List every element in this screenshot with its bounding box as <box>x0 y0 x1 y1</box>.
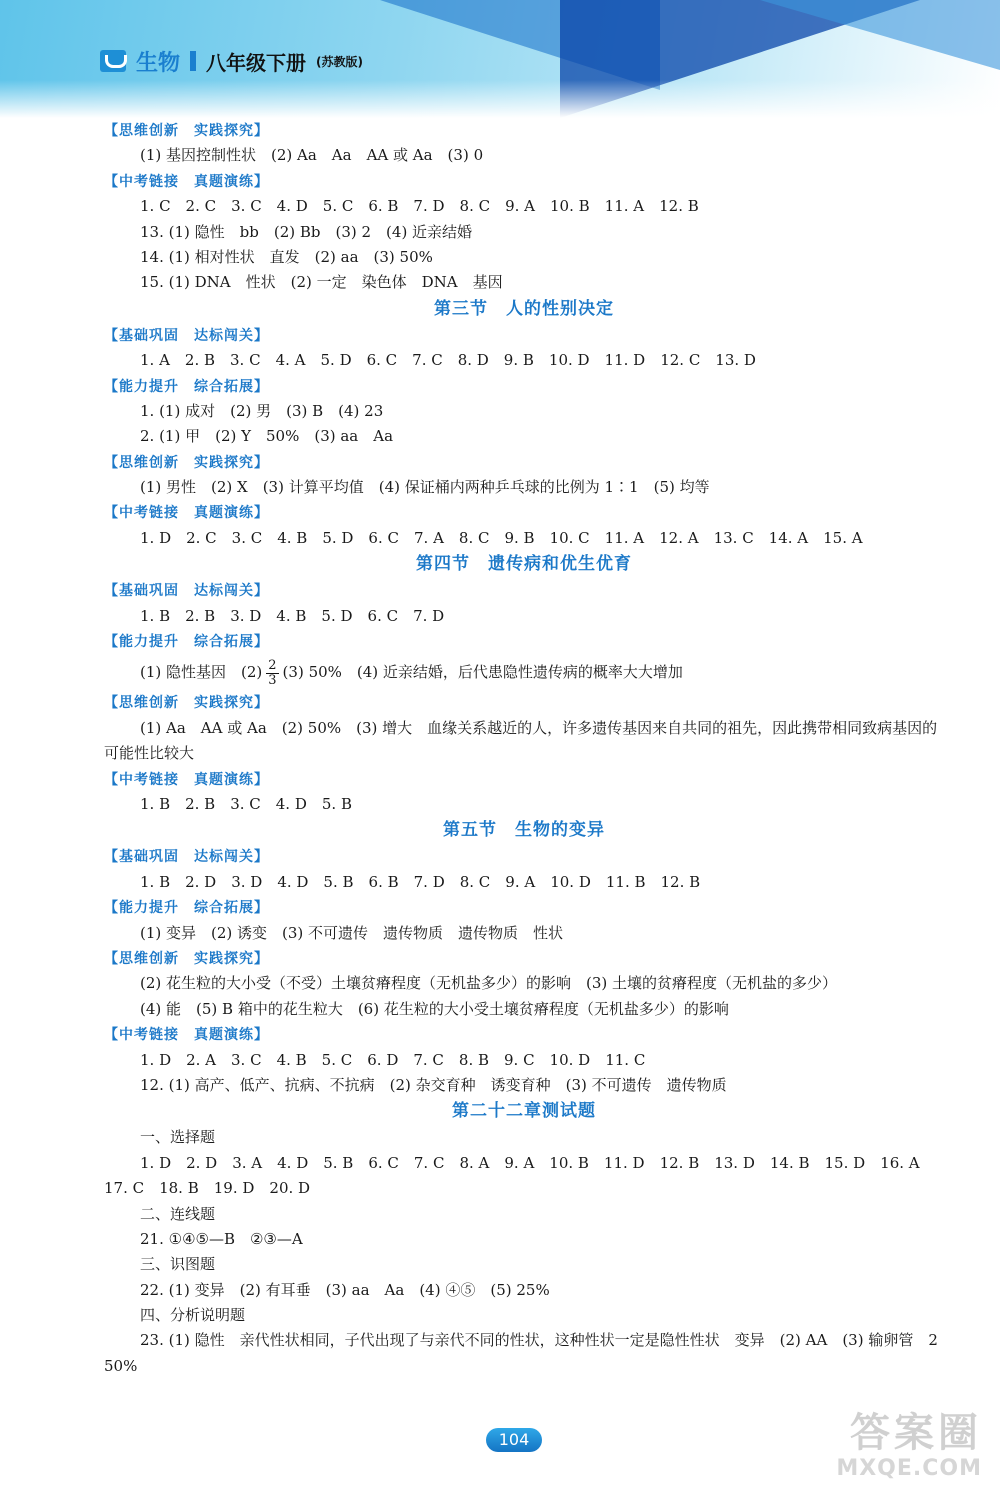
answer-line: 14. (1) 相对性状 直发 (2) aa (3) 50% <box>140 247 433 266</box>
section-tag <box>104 629 944 654</box>
section-tag-label: 【能力提升 综合拓展】 <box>104 634 269 651</box>
section-heading: 第四节 遗传病和优生优育 <box>416 554 632 575</box>
answer-line: 1. C 2. C 3. C 4. D 5. C 6. B 7. D 8. C 9. A 10. B 11. A 12. B <box>140 197 699 216</box>
section-tag <box>104 374 944 399</box>
answer-line: 四、分析说明题 <box>140 1306 246 1325</box>
fraction <box>266 659 278 688</box>
title-separator <box>190 51 196 71</box>
answer-line: 1. (1) 成对 (2) 男 (3) B (4) 23 <box>140 401 384 420</box>
section-tag <box>104 450 944 475</box>
answer-line: 二、连线题 <box>140 1204 216 1223</box>
watermark <box>802 1401 982 1481</box>
section-tag-label: 【能力提升 综合拓展】 <box>104 378 269 395</box>
section-heading: 第五节 生物的变异 <box>443 820 605 841</box>
answer-line: 12. (1) 高产、低产、抗病、不抗病 (2) 杂交育种 诱变育种 (3) 不可遗传 遗传物质 <box>140 1075 727 1094</box>
section-tag <box>104 946 944 971</box>
answer-line-fraction <box>104 654 944 690</box>
section-tag <box>104 118 944 143</box>
answer-line: 1. B 2. D 3. D 4. D 5. B 6. B 7. D 8. C 9. A 10. D 11. B 12. B <box>140 872 701 891</box>
section-tag-label: 【思维创新 实践探究】 <box>104 123 269 139</box>
section-tag-label: 【思维创新 实践探究】 <box>104 695 269 712</box>
section-tag <box>104 767 944 792</box>
answer-line: (1) 变异 (2) 诱变 (3) 不可遗传 遗传物质 遗传物质 性状 <box>140 923 564 942</box>
answer-line: 1. D 2. A 3. C 4. B 5. C 6. D 7. C 8. B 9. C 10. D 11. C <box>140 1050 646 1069</box>
answer-content <box>104 118 953 1379</box>
answer-line: 1. D 2. C 3. C 4. B 5. D 6. C 7. A 8. C 9. B 10. C 11. A 12. A 13. C 14. A 15. A <box>140 528 863 547</box>
section-tag <box>104 500 944 525</box>
section-tag <box>104 895 944 920</box>
watermark-logo: 答案圈 <box>850 1410 982 1456</box>
subject-title: 生物 <box>136 50 181 76</box>
answer-paragraph: 23. (1) 隐性 亲代性状相同，子代出现了与亲代不同的性状，这种性状一定是隐性性状 变异 (2) AA (3) 输卵管 2 50% <box>104 1331 953 1375</box>
watermark-url: MXQE.COM <box>836 1456 982 1481</box>
header-decoration <box>760 0 1000 70</box>
header-fade <box>0 80 1000 118</box>
answer-line: 1. B 2. B 3. D 4. B 5. D 6. C 7. D <box>140 606 445 625</box>
section-tag-label: 【基础巩固 达标闯关】 <box>104 849 269 866</box>
section-tag-label: 【中考链接 真题演练】 <box>104 173 269 190</box>
header-title-bar <box>100 46 363 76</box>
section-tag-label: 【基础巩固 达标闯关】 <box>104 327 269 344</box>
section-tag-label: 【中考链接 真题演练】 <box>104 505 269 522</box>
fraction-numerator: 2 <box>268 657 277 673</box>
section-tag-label: 【思维创新 实践探究】 <box>104 454 269 471</box>
answer-paragraph: (1) Aa AA 或 Aa (2) 50% (3) 增大 血缘关系越近的人，许多遗传基因来自共同的祖先，因此携带相同致病基因的可能性比较大 <box>104 718 938 763</box>
section-tag <box>104 690 944 715</box>
answer-paragraph: 1. D 2. D 3. A 4. D 5. B 6. C 7. C 8. A 9. A 10. B 11. D 12. B 13. D 14. B 15. D 16. A 17. C 18. B 19. D 20. D <box>104 1153 935 1198</box>
section-tag-label: 【能力提升 综合拓展】 <box>104 900 269 917</box>
answer-line: 22. (1) 变异 (2) 有耳垂 (3) aa Aa (4) ④⑤ (5) 25% <box>140 1280 550 1299</box>
section-tag <box>104 169 944 194</box>
fraction-denominator: 3 <box>268 672 277 688</box>
answer-line: 一、选择题 <box>140 1128 216 1147</box>
answer-line: (2) 花生粒的大小受（不受）土壤贫瘠程度（无机盐多少）的影响 (3) 土壤的贫瘠程度（无机盐的多少） <box>140 974 838 993</box>
section-tag <box>104 323 944 348</box>
fraction-before: (1) 隐性基因 (2) <box>140 663 263 682</box>
page-header <box>0 0 1000 118</box>
section-tag-label: 【中考链接 真题演练】 <box>104 1027 269 1044</box>
grade-title: 八年级下册 <box>206 50 307 75</box>
section-heading: 第二十二章测试题 <box>452 1101 596 1122</box>
section-tag-label: 【思维创新 实践探究】 <box>104 950 269 967</box>
answer-line: 15. (1) DNA 性状 (2) 一定 染色体 DNA 基因 <box>140 273 503 292</box>
page-number: 104 <box>486 1428 542 1452</box>
fraction-after: (3) 50% (4) 近亲结婚，后代患隐性遗传病的概率大大增加 <box>282 663 683 682</box>
answer-line: 21. ①④⑤—B ②③—A <box>140 1229 303 1248</box>
answer-line: (1) 基因控制性状 (2) Aa Aa AA 或 Aa (3) 0 <box>140 146 484 165</box>
section-heading: 第三节 人的性别决定 <box>434 298 614 319</box>
answer-line: 三、识图题 <box>140 1255 216 1274</box>
section-tag-label: 【基础巩固 达标闯关】 <box>104 583 269 600</box>
edition-label: (苏教版) <box>316 54 363 69</box>
section-tag <box>104 578 944 603</box>
answer-line: 1. A 2. B 3. C 4. A 5. D 6. C 7. C 8. D 9. B 10. D 11. D 12. C 13. D <box>140 351 756 370</box>
answer-line: (4) 能 (5) B 箱中的花生粒大 (6) 花生粒的大小受土壤贫瘠程度（无机盐多少）的影响 <box>140 999 729 1018</box>
section-tag <box>104 844 944 869</box>
answer-line: 13. (1) 隐性 bb (2) Bb (3) 2 (4) 近亲结婚 <box>140 222 473 241</box>
book-logo-icon <box>100 50 126 72</box>
answer-line: 2. (1) 甲 (2) Y 50% (3) aa Aa <box>140 427 394 446</box>
answer-line: (1) 男性 (2) X (3) 计算平均值 (4) 保证桶内两种乒乓球的比例为 1∶1 (5) 均等 <box>140 478 710 497</box>
answer-line: 1. B 2. B 3. C 4. D 5. B <box>140 795 352 814</box>
section-tag-label: 【中考链接 真题演练】 <box>104 771 269 788</box>
section-tag <box>104 1022 944 1047</box>
